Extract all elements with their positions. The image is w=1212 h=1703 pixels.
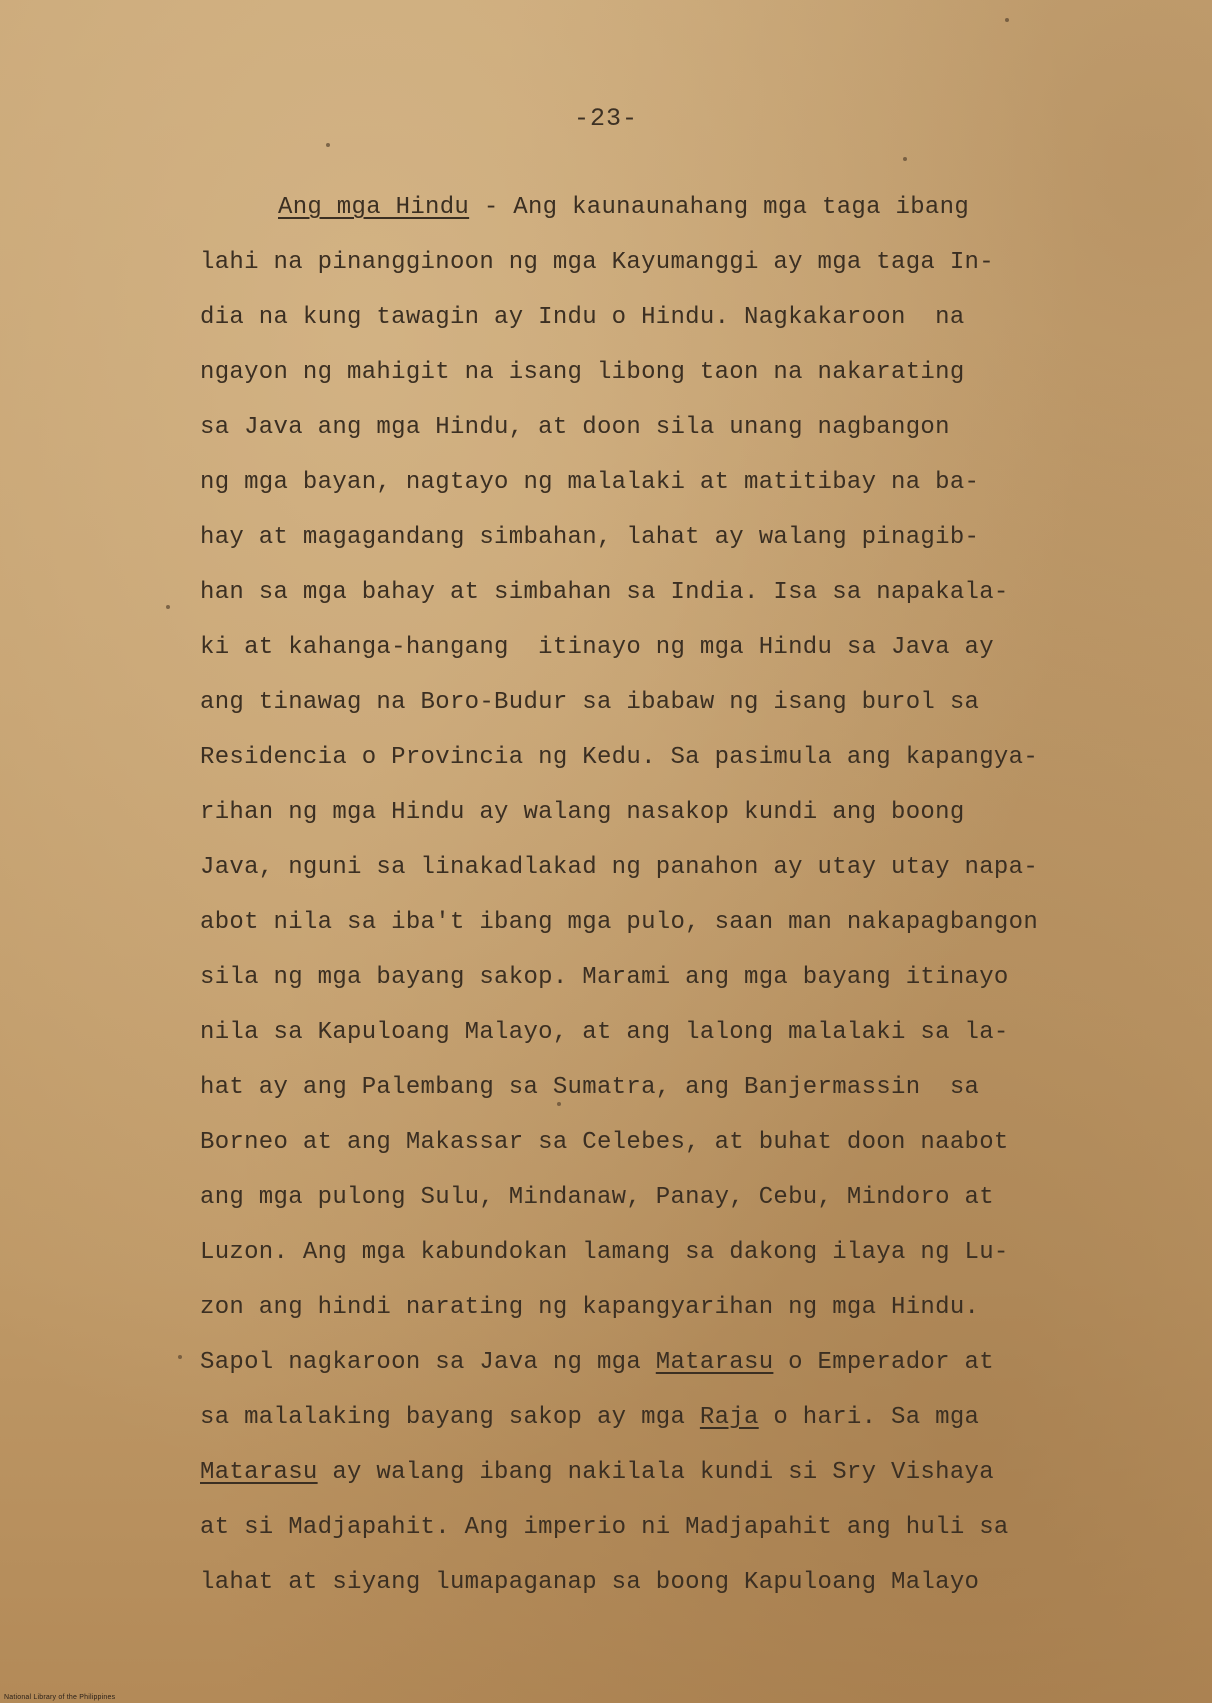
footer-credit: National Library of the Philippines	[4, 1694, 116, 1701]
text-line: ngayon ng mahigit na isang libong taon na nakarating	[200, 359, 965, 386]
text-line: Java, nguni sa linakadlakad ng panahon ay utay utay napa-	[200, 854, 1039, 881]
underlined-term: Raja	[699, 1404, 759, 1431]
text-line: sa Java ang mga Hindu, at doon sila unang nagbangon	[200, 414, 950, 441]
text-line: lahat at siyang lumapaganap sa boong Kapuloang Malayo	[200, 1569, 980, 1596]
text-line: ki at kahanga-hangang itinayo ng mga Hindu sa Java ay	[200, 634, 994, 661]
paper-speck	[1005, 18, 1009, 22]
text-line: zon ang hindi narating ng kapangyarihan ng mga Hindu.	[200, 1294, 980, 1321]
text-line	[200, 1445, 1100, 1500]
text-line: Residencia o Provincia ng Kedu. Sa pasimula ang kapangya-	[200, 744, 1039, 771]
text-line: lahi na pinangginoon ng mga Kayumanggi ay mga taga In-	[200, 249, 994, 276]
text-span: ay walang ibang nakilala kundi si Sry Vishaya	[317, 1459, 994, 1486]
paper-speck	[903, 157, 907, 161]
paper-speck	[178, 1355, 182, 1359]
underlined-term: Matarasu	[200, 1459, 318, 1486]
text-span: sa malalaking bayang sakop ay mga	[200, 1404, 700, 1431]
text-span: - Ang kaunaunahang mga taga ibang	[469, 194, 970, 221]
text-line	[200, 1335, 1100, 1390]
text-line: rihan ng mga Hindu ay walang nasakop kundi ang boong	[200, 799, 965, 826]
body-text	[200, 180, 1100, 1610]
text-line: hay at magagandang simbahan, lahat ay walang pinagib-	[200, 524, 980, 551]
text-line: sila ng mga bayang sakop. Marami ang mga bayang itinayo	[200, 964, 1009, 991]
text-line: hat ay ang Palembang sa Sumatra, ang Banjermassin sa	[200, 1074, 980, 1101]
text-line: at si Madjapahit. Ang imperio ni Madjapahit ang huli sa	[200, 1514, 1009, 1541]
text-span: o Emperador at	[773, 1349, 994, 1376]
text-line	[200, 1390, 1100, 1445]
text-span: o hari. Sa mga	[758, 1404, 980, 1431]
paper-speck	[166, 605, 170, 609]
paper-speck	[326, 143, 330, 147]
text-span: Sapol nagkaroon sa Java ng mga	[200, 1349, 656, 1376]
paper-speck	[557, 1102, 561, 1106]
text-line: Borneo at ang Makassar sa Celebes, at buhat doon naabot	[200, 1129, 1009, 1156]
page-number: -23-	[573, 104, 638, 133]
text-line: Luzon. Ang mga kabundokan lamang sa dakong ilaya ng Lu-	[200, 1239, 1009, 1266]
underlined-term: Matarasu	[655, 1349, 774, 1376]
text-line: ng mga bayan, nagtayo ng malalaki at matitibay na ba-	[200, 469, 980, 496]
text-line: ang tinawag na Boro-Budur sa ibabaw ng isang burol sa	[200, 689, 980, 716]
text-line	[200, 180, 1100, 235]
text-line: ang mga pulong Sulu, Mindanaw, Panay, Cebu, Mindoro at	[200, 1184, 994, 1211]
text-line: abot nila sa iba't ibang mga pulo, saan man nakapagbangon	[200, 909, 1039, 936]
section-heading: Ang mga Hindu	[278, 194, 470, 221]
text-line: han sa mga bahay at simbahan sa India. Isa sa napakala-	[200, 579, 1009, 606]
text-line: dia na kung tawagin ay Indu o Hindu. Nagkakaroon na	[200, 304, 965, 331]
text-line: nila sa Kapuloang Malayo, at ang lalong malalaki sa la-	[200, 1019, 1009, 1046]
